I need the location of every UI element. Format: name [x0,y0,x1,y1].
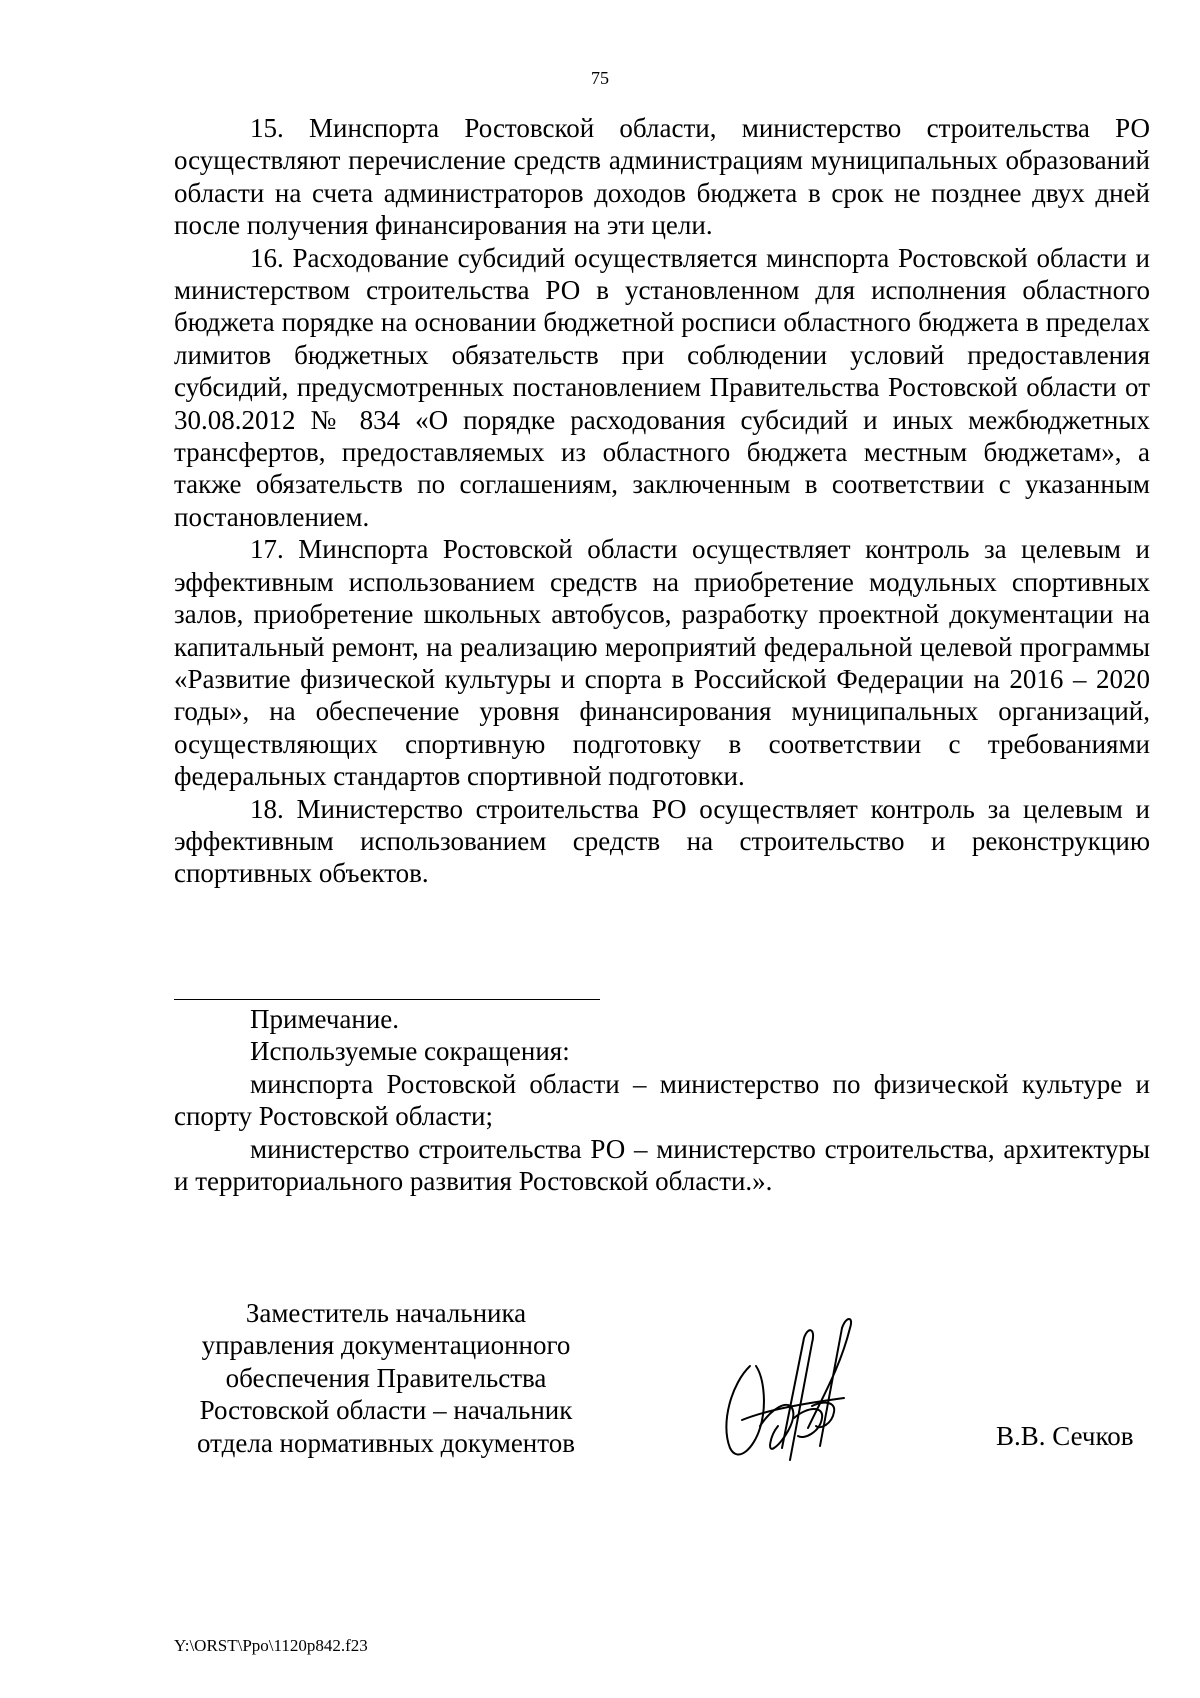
position-line: отдела нормативных документов [197,1427,575,1458]
position-line: Заместитель начальника [245,1298,527,1328]
paragraph-16: 16. Расходование субсидий осуществляется минспорта Ростовской области и министерством строительства РО в установленном для исполнения областного бюджета порядке на основании бюджетной росписи областного бюджета в пределах лимитов бюджетных обязательств при соблюдении условий предоставления субсидий, предусмотренных постановлением Правительства Ростовской области от 30.08.2012 № 834 «О порядке расходования субсидий и иных межбюджетных трансфертов, предоставляемых из областного бюджета местным бюджетам», а также обязательств по соглашениям, заключенным в соответствии с указанным постановлением. [174,242,1150,532]
page-number: 75 [591,68,609,88]
note-separator [174,999,600,1000]
position-line: управления документационного [201,1330,571,1361]
note-subtitle: Используемые сокращения: [250,1036,570,1067]
paragraph-15: 15. Минспорта Ростовской области, министерство строительства РО осуществляют перечисление средств администрациям муниципальных образований области на счета администраторов доходов бюджета в срок не позднее двух дней после получения финансирования на эти цели. [174,113,1150,241]
paragraph-17: 17. Минспорта Ростовской области осуществляет контроль за целевым и эффективным использованием средств на приобретение модульных спортивных залов, приобретение школьных автобусов, разработку проектной документации на капитальный ремонт, на реализацию мероприятий федеральной целевой программы «Развитие физической культуры и спорта в Российской Федерации на 2016 – 2020 годы», на обеспечение уровня финансирования муниципальных организаций, осуществляющих спортивную подготовку в соответствии с требованиями федеральных стандартов спортивной подготовки. [174,534,1150,792]
note-item-minsport: минспорта Ростовской области – министерство по физической культуре и спорту Ростовской области; [174,1068,1150,1132]
handwritten-signature [712,1308,862,1468]
note-title: Примечание. [250,1004,400,1034]
position-line: обеспечения Правительства [225,1362,547,1393]
paragraph-18: 18. Министерство строительства РО осуществляет контроль за целевым и эффективным использованием средств на строительство и реконструкцию спортивных объектов. [174,793,1150,889]
note-item-minstroy: министерство строительства РО – министерство строительства, архитектуры и территориального развития Ростовской области.». [174,1133,1150,1197]
signatory-position [166,1297,606,1459]
document-body [174,112,1150,890]
note-block [174,1003,1150,1197]
file-path: Y:\ORST\Ppo\1120p842.f23 [174,1636,368,1655]
position-line: Ростовской области – начальник [199,1395,573,1426]
signatory-name: В.В. Сечков [996,1421,1134,1451]
